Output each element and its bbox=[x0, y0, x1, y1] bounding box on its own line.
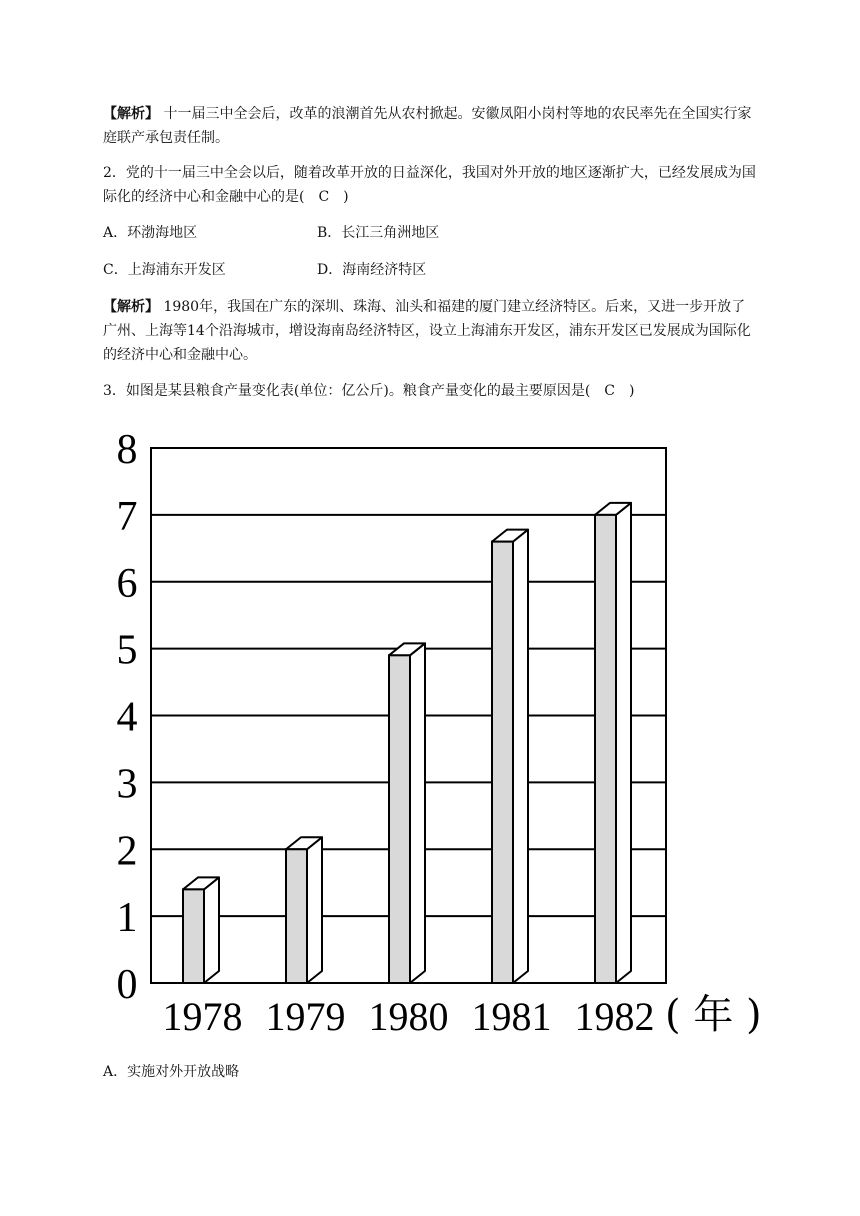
x-tick-label: 1978 bbox=[162, 994, 243, 1039]
q2-option-d: D．海南经济特区 bbox=[317, 262, 427, 278]
bar-side bbox=[616, 503, 631, 983]
y-tick-label: 4 bbox=[116, 694, 138, 741]
y-tick-label: 8 bbox=[116, 427, 138, 473]
y-tick-label: 1 bbox=[116, 895, 138, 942]
q2-stem: 2．党的十一届三中全会以后，随着改革开放的日益深化，我国对外开放的地区逐渐扩大，已经发展成为国际化的经济中心和金融中心的是( C ) bbox=[103, 165, 756, 205]
y-tick-label: 3 bbox=[116, 761, 138, 808]
bar-front bbox=[286, 849, 307, 983]
x-tick-label: 1980 bbox=[368, 994, 449, 1039]
y-tick-label: 2 bbox=[116, 828, 138, 875]
q2-option-b: B．长江三角洲地区 bbox=[317, 225, 440, 241]
q3-stem: 3．如图是某县粮食产量变化表(单位：亿公斤)。粮食产量变化的最主要原因是( C ) bbox=[103, 383, 635, 399]
y-tick-label: 5 bbox=[116, 627, 138, 674]
analysis-text: 1980年，我国在广东的深圳、珠海、汕头和福建的厦门建立经济特区。后来，又进一步开放了广州、上海等14个沿海城市，增设海南岛经济特区，设立上海浦东开发区，浦东开发区已发展成为国际化的经济中心和金融中心。 bbox=[103, 299, 751, 363]
x-tick-label: 1982 bbox=[574, 994, 655, 1039]
bar-front bbox=[595, 515, 616, 983]
bar-1979 bbox=[286, 837, 322, 983]
x-tick-label: 1981 bbox=[471, 994, 552, 1039]
bar-1978 bbox=[183, 877, 219, 983]
q3-option-a: A．实施对外开放战略 bbox=[103, 1064, 240, 1080]
y-tick-label: 6 bbox=[116, 560, 138, 607]
q2-option-c: C．上海浦东开发区 bbox=[103, 262, 226, 278]
y-tick-label: 7 bbox=[116, 493, 138, 540]
bar-side bbox=[410, 643, 425, 983]
analysis-label: 【解析】 bbox=[103, 106, 159, 122]
y-tick-label: 0 bbox=[116, 962, 138, 1008]
bar-side bbox=[204, 877, 219, 983]
q2-option-a: A．环渤海地区 bbox=[103, 225, 198, 241]
bar-side bbox=[307, 837, 322, 983]
analysis-label: 【解析】 bbox=[103, 299, 159, 315]
bar-front bbox=[389, 655, 410, 983]
bar-front bbox=[183, 889, 204, 983]
x-tick-label: 1979 bbox=[265, 994, 346, 1039]
bar-1980 bbox=[389, 643, 425, 983]
bar-front bbox=[492, 542, 513, 983]
chart-bars bbox=[183, 503, 631, 983]
x-unit-label: ( 年 ) bbox=[665, 992, 762, 1038]
y-axis-ticks bbox=[117, 427, 138, 1008]
bar-1981 bbox=[492, 530, 528, 983]
bar-1982 bbox=[595, 503, 631, 983]
bar-side bbox=[513, 530, 528, 983]
x-axis-ticks bbox=[163, 994, 655, 1039]
analysis-text: 十一届三中全会后，改革的浪潮首先从农村掀起。安徽凤阳小岗村等地的农民率先在全国实行家庭联产承包责任制。 bbox=[103, 106, 752, 146]
